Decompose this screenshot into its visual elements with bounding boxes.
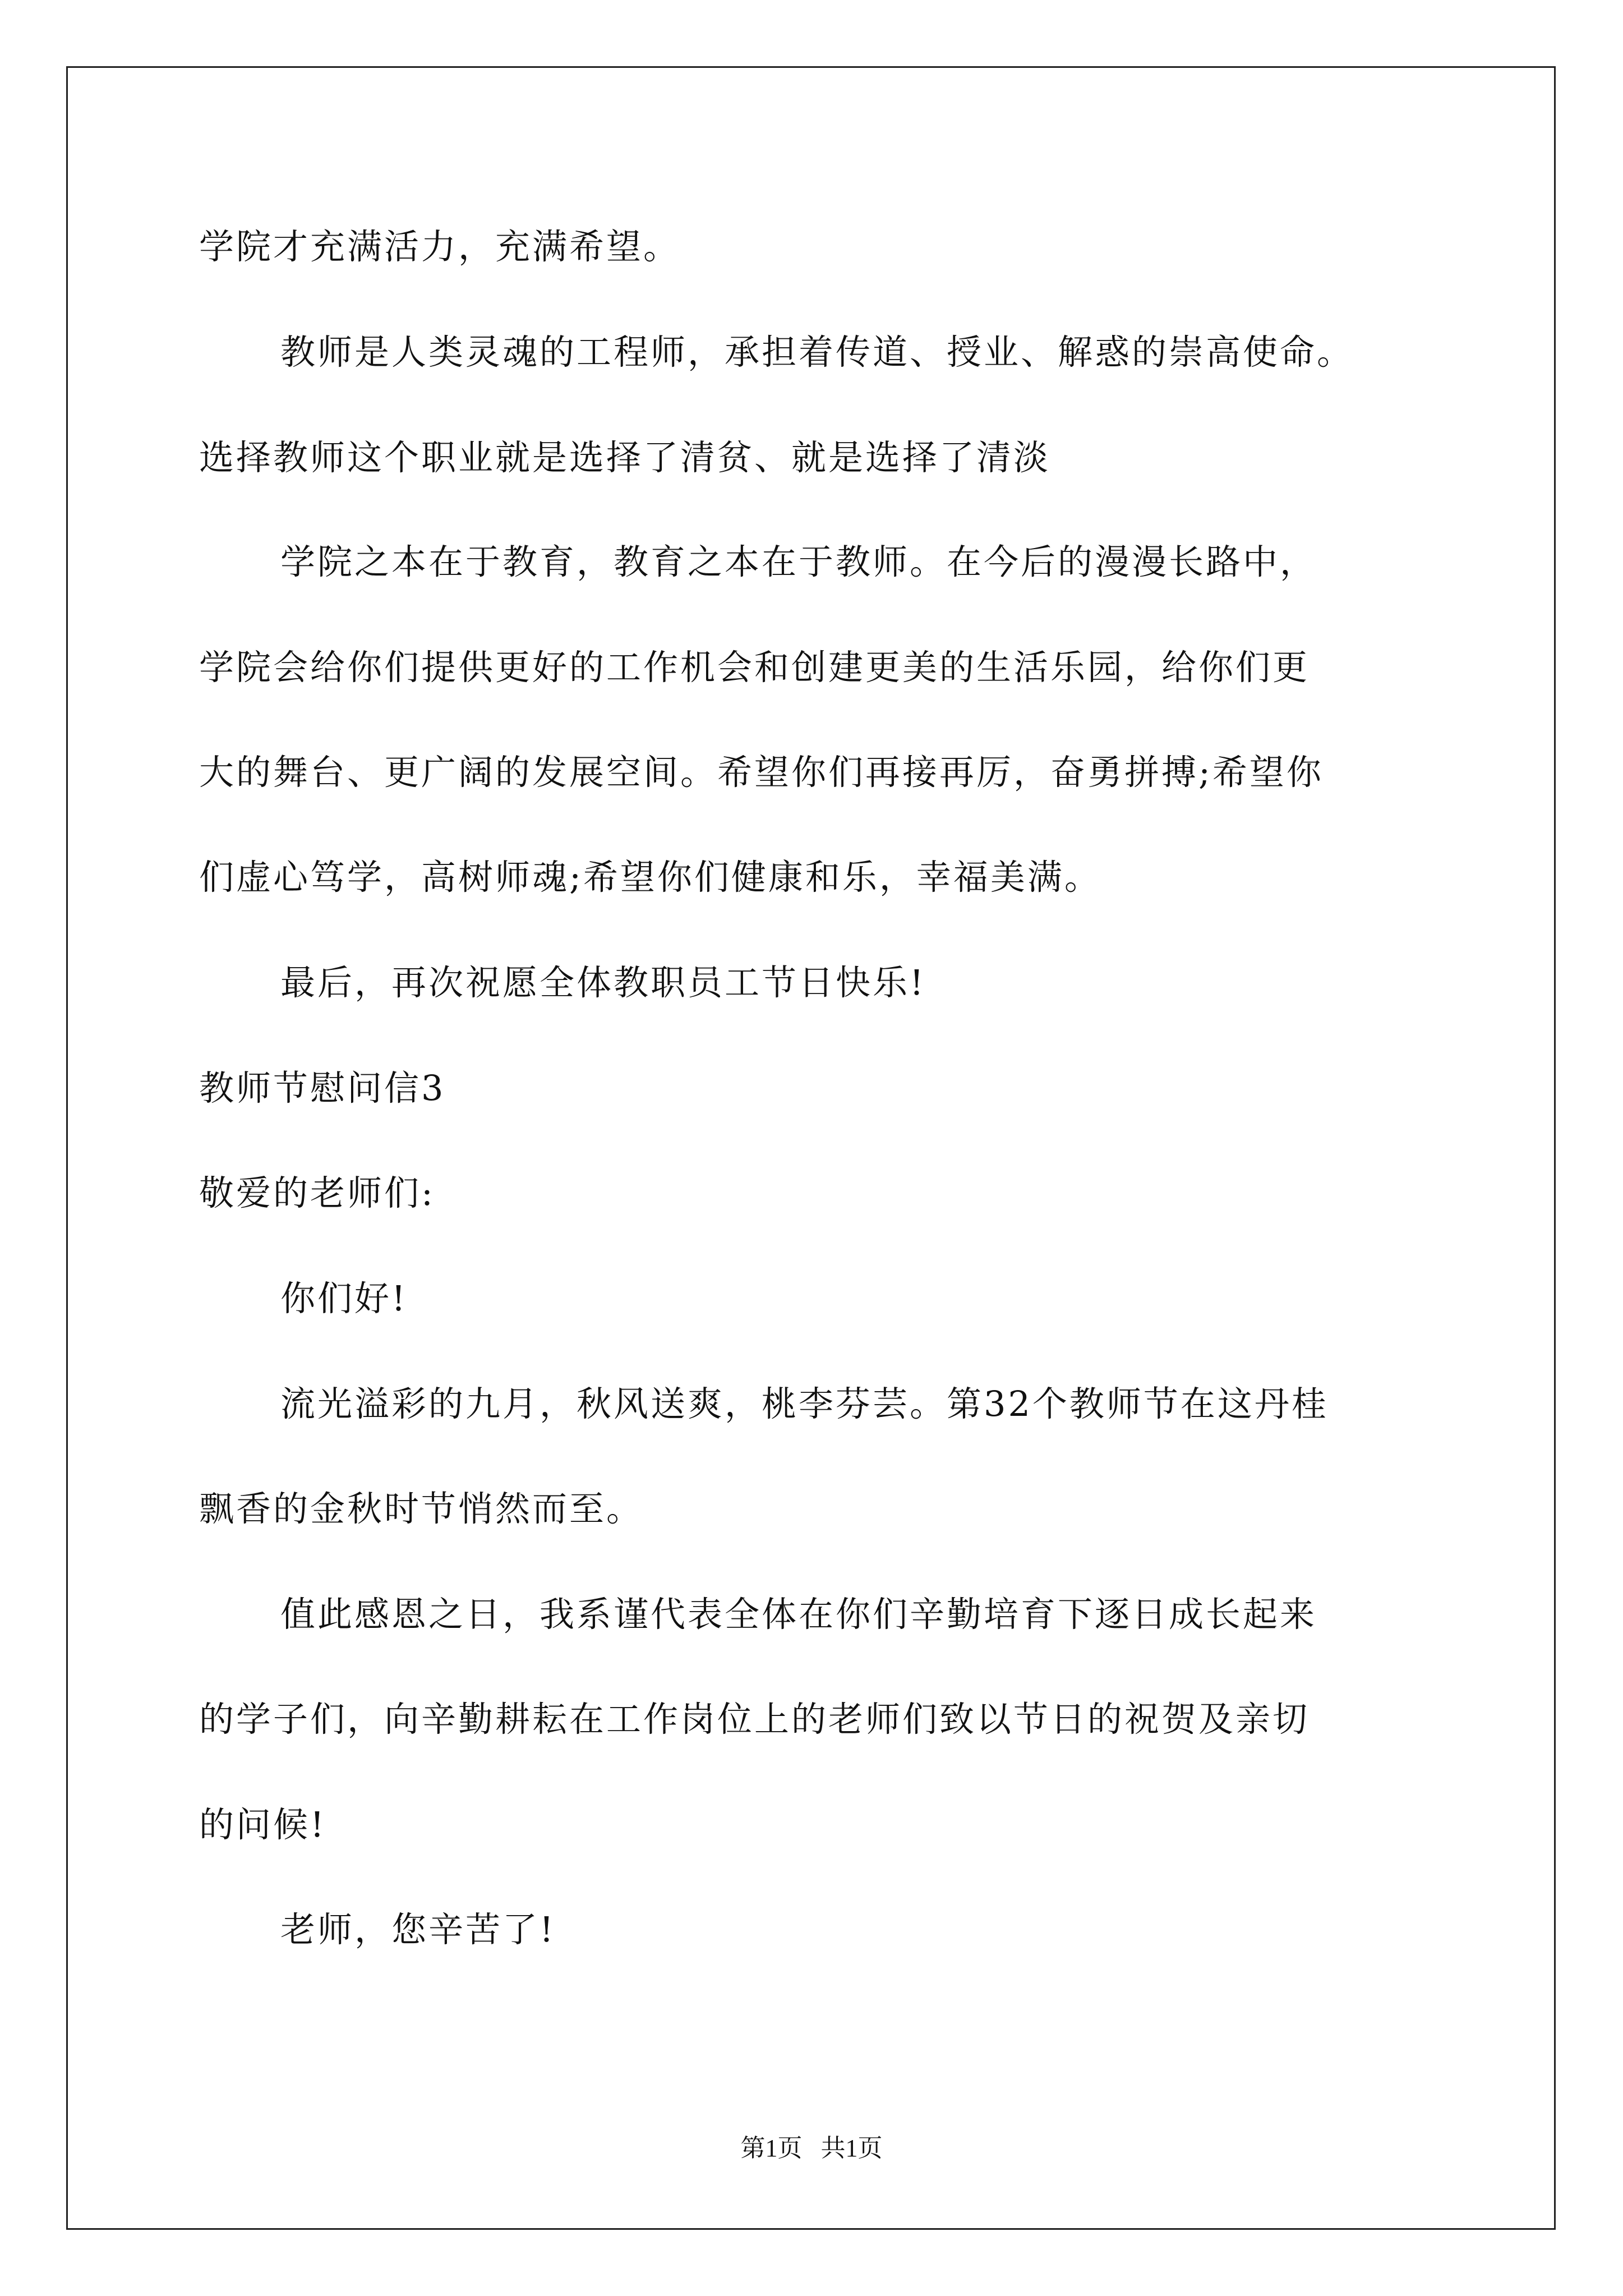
paragraph-line: 们虚心笃学，高树师魂;希望你们健康和乐，幸福美满。	[199, 857, 1101, 898]
paragraph-line: 的问候!	[199, 1804, 326, 1845]
paragraph-line: 流光溢彩的九月，秋风送爽，桃李芬芸。第32个教师节在这丹桂	[280, 1383, 1329, 1424]
page-number: 第1页 共1页	[740, 2134, 883, 2162]
paragraph-line: 大的舞台、更广阔的发展空间。希望你们再接再厉，奋勇拼搏;希望你	[199, 752, 1324, 793]
salutation: 敬爱的老师们:	[199, 1172, 435, 1213]
paragraph-line: 教师是人类灵魂的工程师，承担着传道、授业、解惑的崇高使命。	[280, 332, 1354, 372]
paragraph-line: 的学子们，向辛勤耕耘在工作岗位上的老师们致以节日的祝贺及亲切	[199, 1699, 1310, 1740]
section-heading: 教师节慰问信3	[199, 1068, 446, 1108]
paragraph-line: 学院会给你们提供更好的工作机会和创建更美的生活乐园，给你们更	[199, 647, 1310, 688]
paragraph-line: 老师，您辛苦了!	[280, 1909, 556, 1950]
paragraph-line: 最后，再次祝愿全体教职员工节日快乐!	[280, 962, 926, 1003]
paragraph-line: 飘香的金秋时节悄然而至。	[199, 1488, 644, 1529]
paragraph-line: 值此感恩之日，我系谨代表全体在你们辛勤培育下逐日成长起来	[280, 1594, 1317, 1635]
paragraph-line: 选择教师这个职业就是选择了清贫、就是选择了清淡	[199, 437, 1051, 478]
greeting: 你们好!	[280, 1278, 408, 1319]
page-border	[66, 66, 1556, 2230]
paragraph-line: 学院才充满活力，充满希望。	[199, 226, 681, 267]
paragraph-line: 学院之本在于教育，教育之本在于教师。在今后的漫漫长路中，	[280, 541, 1317, 582]
